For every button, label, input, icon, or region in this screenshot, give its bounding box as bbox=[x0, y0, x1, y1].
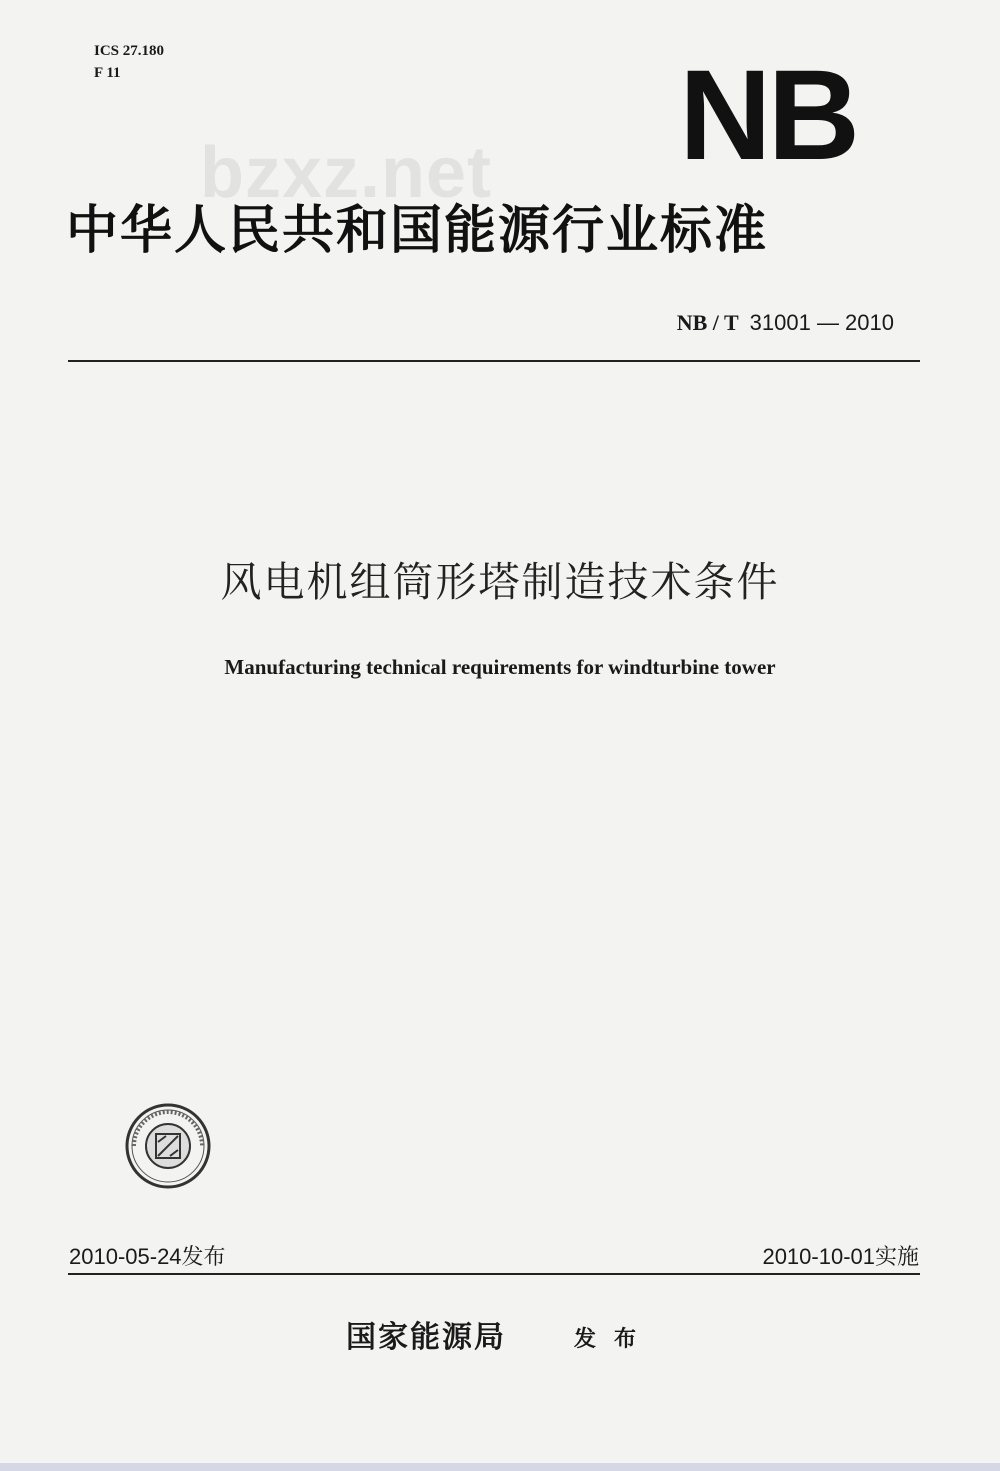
publish-verb: 发布 bbox=[574, 1327, 655, 1352]
effective-date: 2010-10-01实施 bbox=[762, 1244, 919, 1269]
standard-number-prefix: NB / T bbox=[676, 310, 739, 335]
ccs-code: F 11 bbox=[94, 65, 121, 81]
standard-number bbox=[677, 309, 894, 337]
nb-logo: NB bbox=[679, 44, 856, 187]
standard-number-value: 31001 — 2010 bbox=[749, 310, 894, 335]
title-english: Manufacturing technical requirements for windturbine tower bbox=[224, 655, 776, 679]
bottom-divider bbox=[68, 1273, 920, 1275]
issue-date: 2010-05-24发布 bbox=[69, 1244, 226, 1269]
page-bottom-edge bbox=[0, 1463, 1000, 1471]
ics-code: ICS 27.180 bbox=[94, 43, 165, 59]
title-chinese: 风电机组筒形塔制造技术条件 bbox=[220, 558, 780, 606]
classification-codes bbox=[94, 40, 164, 84]
top-divider bbox=[68, 360, 920, 362]
watermark: bzxz.net bbox=[200, 133, 493, 213]
publisher-seal-icon bbox=[124, 1102, 212, 1190]
publisher-name: 国家能源局 bbox=[346, 1320, 506, 1355]
standard-category-title: 中华人民共和国能源行业标准 bbox=[66, 201, 769, 261]
